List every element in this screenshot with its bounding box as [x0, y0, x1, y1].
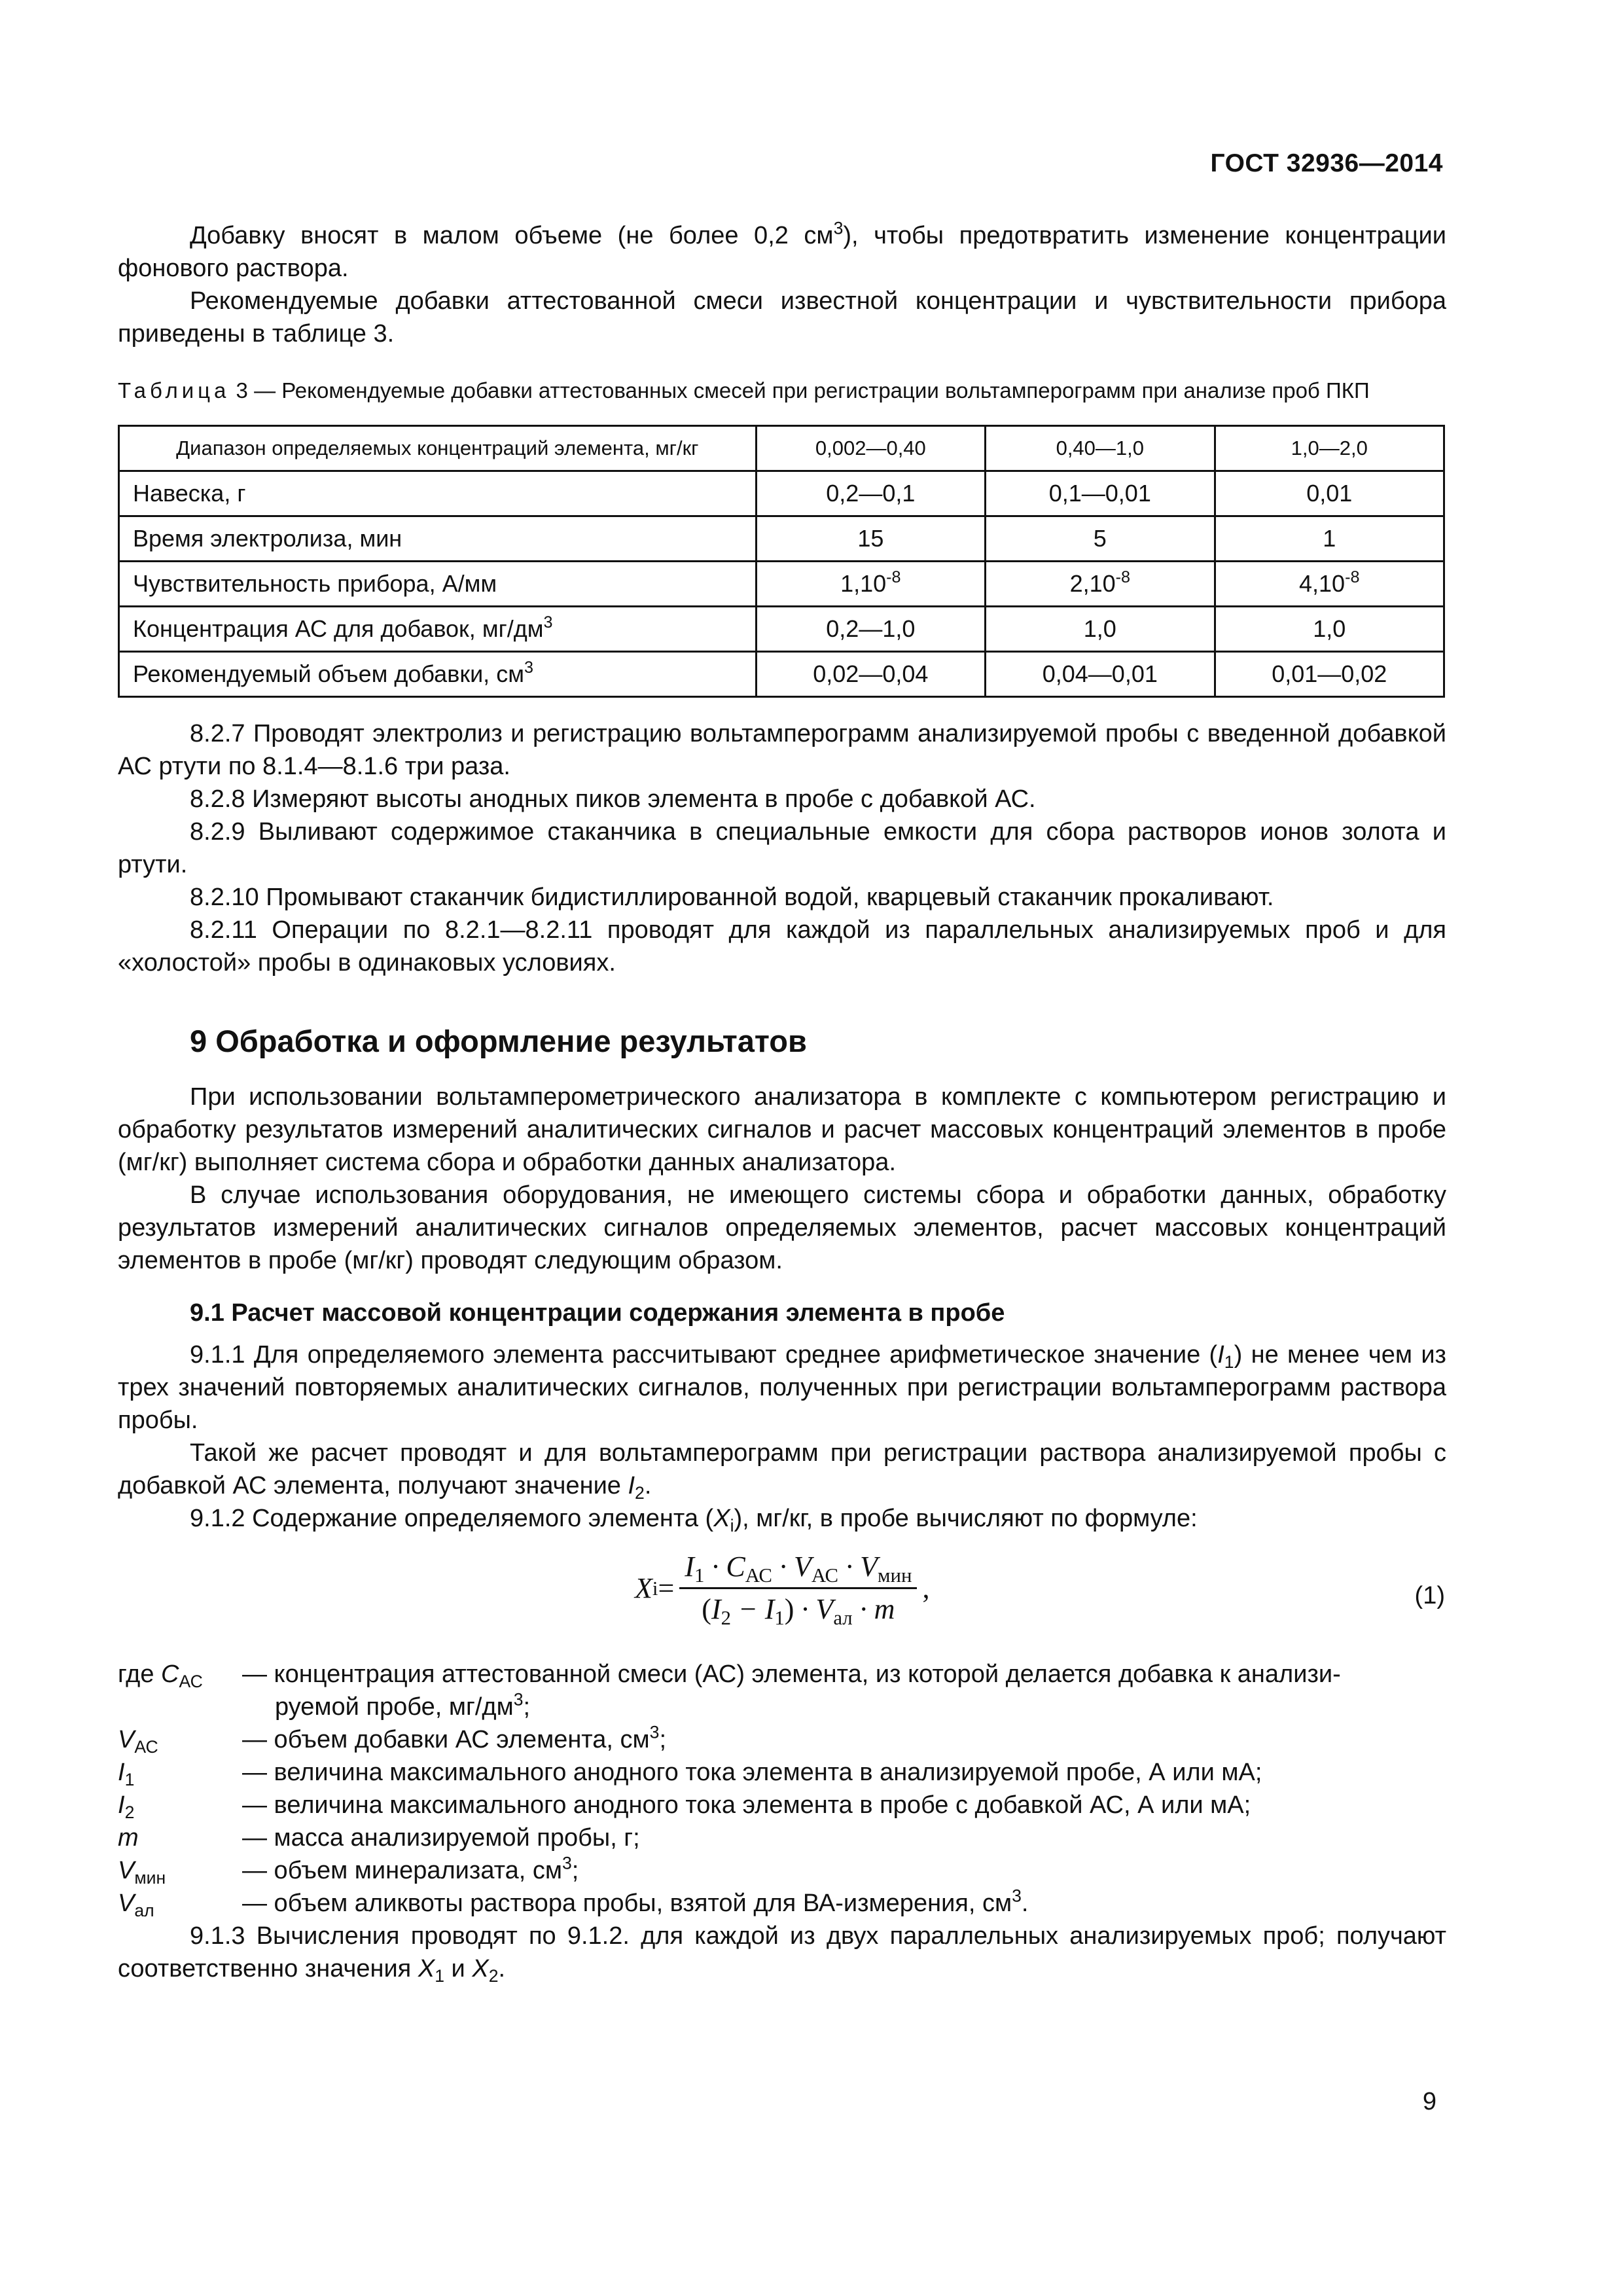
table-cell: $4,10^{-8}$ [1215, 562, 1444, 607]
row-label: Время электролиза, мин [119, 516, 757, 562]
definition-item: $I_1$ — величина максимального анодного тока элемента в анализируемой пробе, А или мА; [118, 1759, 1262, 1789]
row-label: Концентрация АС для добавок, $мг/дм^3$ [119, 607, 757, 652]
definition-item: $V_{ал}$ — объем аликвоты раствора пробы, взятой для ВА-измерения, $см^3$. [118, 1886, 1029, 1920]
definition-item: $V_{АС}$ — объем добавки АС элемента, $см^3$; [118, 1722, 667, 1757]
row-label: Рекомендуемый объем добавки, $см^3$ [119, 652, 757, 697]
step-9-1-1-continued: Такой же расчет проводят и для вольтамперограмм при регистрации раствора анализируемой пробы с добавкой АС элемента, получают значение $I_2$. [118, 1439, 1446, 1503]
document-code-header: ГОСТ 32936—2014 [1210, 149, 1443, 177]
table-header-cell: 1,0—2,0 [1215, 426, 1444, 471]
step-8-2-7: 8.2.7 Проводят электролиз и регистрацию вольтамперограмм анализируемой пробы с введенной добавкой АС ртути по 8.1.4—8.1.6 три раза. [118, 720, 1446, 780]
table-cell: 0,02—0,04 [756, 652, 985, 697]
table-cell: 1 [1215, 516, 1444, 562]
step-8-2-11: 8.2.11 Операции по 8.2.1—8.2.11 проводят для каждой из параллельных анализируемых проб и для «холостой» пробы в одинаковых условиях. [118, 916, 1446, 977]
step-8-2-8: 8.2.8 Измеряют высоты анодных пиков элемента в пробе с добавкой АС. [190, 785, 1036, 813]
subsection-9-1-heading: 9.1 Расчет массовой концентрации содержания элемента в пробе [190, 1299, 1005, 1327]
formula-expression: X i = $\frac{I_1 \cdot C_{АС} \cdot V_{АС} \cdot V_{мин}}{(I_2 - I_1) \cdot V_{ал} \cdot m}$ , [635, 1551, 930, 1630]
table-cell: $1,10^{-8}$ [756, 562, 985, 607]
section-9-paragraph-2: В случае использования оборудования, не имеющего системы сбора и обработки данных, обработку результатов измерений аналитических сигналов определяемых элементов, расчет массовых концентраций элементов в пробе (мг/кг) проводят следующим образом. [118, 1181, 1446, 1274]
formula-definitions [118, 1658, 1446, 1920]
table-header-cell: 0,40—1,0 [986, 426, 1215, 471]
row-label: Навеска, г [119, 471, 757, 516]
page-content [118, 219, 1446, 1985]
step-8-2-10: 8.2.10 Промывают стаканчик бидистиллированной водой, кварцевый стаканчик прокаливают. [190, 884, 1274, 911]
table-cell: 1,0 [1215, 607, 1444, 652]
definition-item: $V_{мин}$ — объем минерализата, $см^3$; [118, 1853, 579, 1888]
table-cell: 0,1—0,01 [986, 471, 1215, 516]
step-9-1-1: 9.1.1 Для определяемого элемента рассчитывают среднее арифметическое значение $(I_1)$ не менее чем из трех значений повторяемых аналитических сигналов, полученных при регистрации вольтамперограмм раствора пробы. [118, 1341, 1446, 1434]
table-cell: 5 [986, 516, 1215, 562]
table-cell: 0,04—0,01 [986, 652, 1215, 697]
intro-paragraph-2: Рекомендуемые добавки аттестованной смеси известной концентрации и чувствительности прибора приведены в таблице 3. [118, 287, 1446, 348]
formula-fraction [679, 1551, 917, 1630]
table-cell: 0,01 [1215, 471, 1444, 516]
step-9-1-3: 9.1.3 Вычисления проводят по 9.1.2. для каждой из двух параллельных анализируемых проб; получают соответственно значения $X_1$ и $X_2$. [118, 1922, 1446, 1986]
intro-paragraph-1: Добавку вносят в малом объеме (не более 0,2 $см^3$), чтобы предотвратить изменение концентрации фонового раствора. [118, 218, 1446, 282]
definition-item: m — масса анализируемой пробы, г; [118, 1824, 640, 1852]
table-row [119, 562, 1444, 607]
table-caption: Таблица 3 — Рекомендуемые добавки аттестованных смесей при регистрации вольтамперограмм при анализе проб ПКП [118, 378, 1370, 403]
formula-1 [118, 1551, 1446, 1642]
section-9-paragraph-1: При использовании вольтамперометрического анализатора в комплекте с компьютером регистрацию и обработку результатов измерений аналитических сигналов и расчет массовых концентраций элементов в пробе (мг/кг) выполняет система сбора и обработки данных анализатора. [118, 1083, 1446, 1176]
recommended-additives-table [118, 425, 1445, 698]
table-cell: 1,0 [986, 607, 1215, 652]
step-8-2-9: 8.2.9 Выливают содержимое стаканчика в специальные емкости для сбора растворов ионов золота и ртути. [118, 818, 1446, 878]
table-row [119, 471, 1444, 516]
formula-numerator: $I_1 \cdot C_{АС} \cdot V_{АС} \cdot V_{мин}$ [679, 1551, 917, 1589]
formula-number: (1) [1414, 1582, 1445, 1609]
table-cell: 0,2—0,1 [756, 471, 985, 516]
table-header-row [119, 426, 1444, 471]
table-cell: $2,10^{-8}$ [986, 562, 1215, 607]
table-header-cell: Диапазон определяемых концентраций элемента, мг/кг [119, 426, 757, 471]
table-row [119, 607, 1444, 652]
page-number: 9 [1422, 2088, 1436, 2115]
table-cell: 15 [756, 516, 985, 562]
section-9-heading: 9 Обработка и оформление результатов [190, 1024, 807, 1058]
table-row [119, 516, 1444, 562]
table-header-cell: 0,002—0,40 [756, 426, 985, 471]
formula-denominator: $(I_2 - I_1) \cdot V_{ал} \cdot m$ [702, 1593, 895, 1630]
table-cell: 0,01—0,02 [1215, 652, 1444, 697]
row-label: Чувствительность прибора, А/мм [119, 562, 757, 607]
table-row [119, 652, 1444, 697]
definition-item: $I_2$ — величина максимального анодного тока элемента в пробе с добавкой АС, А или мА; [118, 1791, 1251, 1822]
step-9-1-2: 9.1.2 Содержание определяемого элемента $(X_i)$, мг/кг, в пробе вычисляют по формуле: [190, 1505, 1198, 1535]
definition-item: где $C_{АС}$ — концентрация аттестованной смеси (АС) элемента, из которой делается добавка к анализи- руемой пробе, $мг/дм^3$; [118, 1660, 1341, 1721]
table-cell: 0,2—1,0 [756, 607, 985, 652]
